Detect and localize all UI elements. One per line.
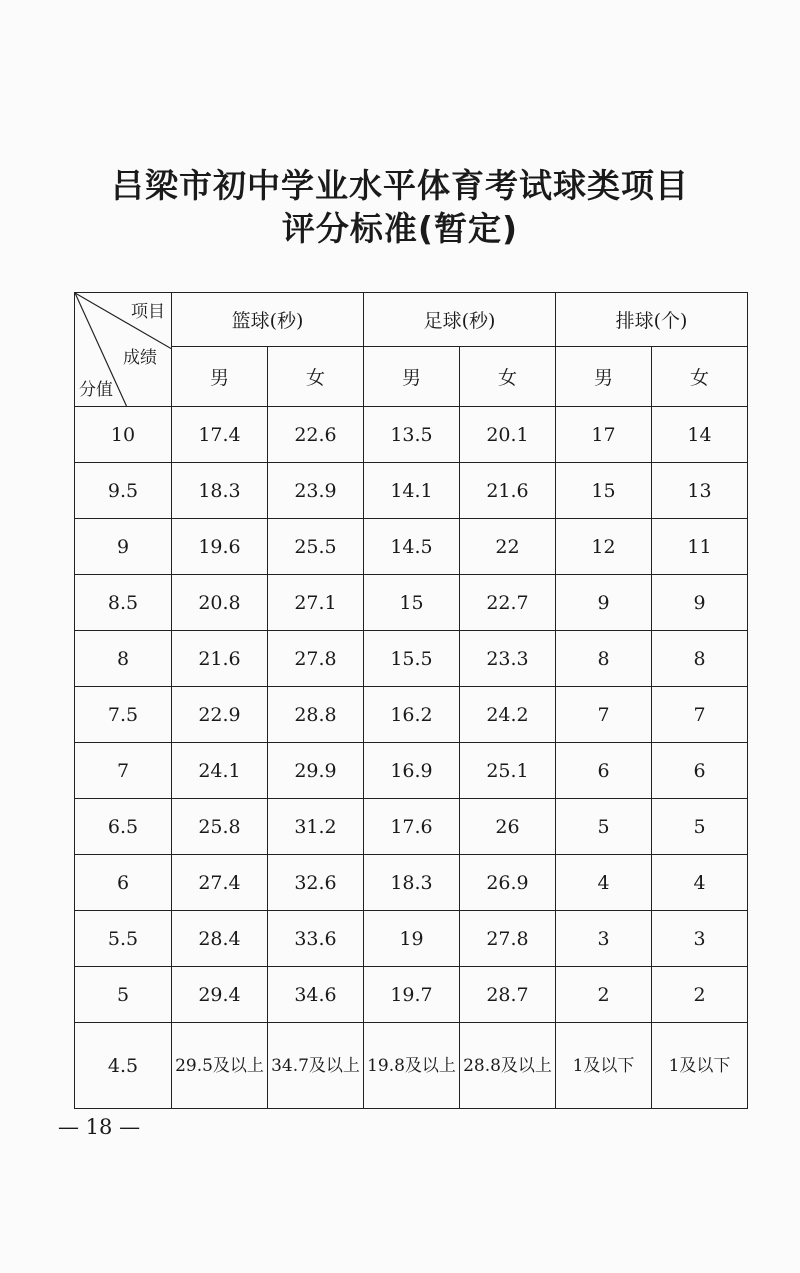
document-title-line1: 吕梁市初中学业水平体育考试球类项目 bbox=[111, 166, 689, 205]
value-cell: 4 bbox=[652, 855, 748, 911]
table-row bbox=[75, 519, 748, 575]
table-row bbox=[75, 967, 748, 1023]
score-cell: 7 bbox=[75, 743, 172, 799]
value-cell: 5 bbox=[556, 799, 652, 855]
value-cell: 22.7 bbox=[460, 575, 556, 631]
value-cell: 24.1 bbox=[172, 743, 268, 799]
value-cell: 22 bbox=[460, 519, 556, 575]
value-cell: 31.2 bbox=[268, 799, 364, 855]
value-cell: 19.6 bbox=[172, 519, 268, 575]
group-header-volleyball: 排球(个) bbox=[556, 293, 748, 347]
value-cell: 14.1 bbox=[364, 463, 460, 519]
gender-header: 女 bbox=[460, 347, 556, 407]
value-cell: 32.6 bbox=[268, 855, 364, 911]
value-cell: 2 bbox=[556, 967, 652, 1023]
score-cell: 5.5 bbox=[75, 911, 172, 967]
value-cell: 20.1 bbox=[460, 407, 556, 463]
value-cell: 34.7及以上 bbox=[268, 1023, 364, 1109]
score-cell: 6.5 bbox=[75, 799, 172, 855]
gender-header: 男 bbox=[556, 347, 652, 407]
score-cell: 9.5 bbox=[75, 463, 172, 519]
value-cell: 26 bbox=[460, 799, 556, 855]
value-cell: 15.5 bbox=[364, 631, 460, 687]
table-row bbox=[75, 575, 748, 631]
value-cell: 26.9 bbox=[460, 855, 556, 911]
value-cell: 25.1 bbox=[460, 743, 556, 799]
value-cell: 29.5及以上 bbox=[172, 1023, 268, 1109]
score-cell: 10 bbox=[75, 407, 172, 463]
gender-header: 男 bbox=[364, 347, 460, 407]
value-cell: 9 bbox=[556, 575, 652, 631]
gender-header: 女 bbox=[652, 347, 748, 407]
value-cell: 29.4 bbox=[172, 967, 268, 1023]
value-cell: 22.9 bbox=[172, 687, 268, 743]
value-cell: 6 bbox=[556, 743, 652, 799]
value-cell: 20.8 bbox=[172, 575, 268, 631]
value-cell: 16.2 bbox=[364, 687, 460, 743]
value-cell: 28.8 bbox=[268, 687, 364, 743]
value-cell: 11 bbox=[652, 519, 748, 575]
value-cell: 21.6 bbox=[172, 631, 268, 687]
value-cell: 17.6 bbox=[364, 799, 460, 855]
value-cell: 19 bbox=[364, 911, 460, 967]
value-cell: 17 bbox=[556, 407, 652, 463]
gender-header: 女 bbox=[268, 347, 364, 407]
group-header-basketball: 篮球(秒) bbox=[172, 293, 364, 347]
value-cell: 3 bbox=[556, 911, 652, 967]
table-row bbox=[75, 631, 748, 687]
table-row bbox=[75, 407, 748, 463]
value-cell: 9 bbox=[652, 575, 748, 631]
value-cell: 21.6 bbox=[460, 463, 556, 519]
scoring-table bbox=[74, 292, 748, 1109]
value-cell: 27.1 bbox=[268, 575, 364, 631]
table-row bbox=[75, 687, 748, 743]
score-cell: 7.5 bbox=[75, 687, 172, 743]
value-cell: 8 bbox=[652, 631, 748, 687]
score-cell: 6 bbox=[75, 855, 172, 911]
value-cell: 13.5 bbox=[364, 407, 460, 463]
table-row bbox=[75, 911, 748, 967]
value-cell: 23.3 bbox=[460, 631, 556, 687]
corner-header-cell bbox=[75, 293, 172, 407]
table-row bbox=[75, 1023, 748, 1109]
value-cell: 5 bbox=[652, 799, 748, 855]
value-cell: 28.4 bbox=[172, 911, 268, 967]
corner-label-result: 成绩 bbox=[123, 348, 157, 368]
value-cell: 27.8 bbox=[460, 911, 556, 967]
score-cell: 4.5 bbox=[75, 1023, 172, 1109]
value-cell: 7 bbox=[556, 687, 652, 743]
value-cell: 25.5 bbox=[268, 519, 364, 575]
value-cell: 7 bbox=[652, 687, 748, 743]
value-cell: 15 bbox=[556, 463, 652, 519]
value-cell: 14.5 bbox=[364, 519, 460, 575]
corner-label-score: 分值 bbox=[79, 380, 113, 400]
value-cell: 24.2 bbox=[460, 687, 556, 743]
document-title-line2: 评分标准(暂定) bbox=[281, 209, 519, 248]
value-cell: 13 bbox=[652, 463, 748, 519]
value-cell: 1及以下 bbox=[556, 1023, 652, 1109]
value-cell: 25.8 bbox=[172, 799, 268, 855]
table-row bbox=[75, 743, 748, 799]
value-cell: 29.9 bbox=[268, 743, 364, 799]
value-cell: 4 bbox=[556, 855, 652, 911]
value-cell: 27.8 bbox=[268, 631, 364, 687]
corner-label-item: 项目 bbox=[131, 302, 165, 322]
table-row bbox=[75, 463, 748, 519]
value-cell: 12 bbox=[556, 519, 652, 575]
value-cell: 3 bbox=[652, 911, 748, 967]
score-cell: 8 bbox=[75, 631, 172, 687]
score-cell: 9 bbox=[75, 519, 172, 575]
value-cell: 22.6 bbox=[268, 407, 364, 463]
table-row bbox=[75, 855, 748, 911]
value-cell: 28.8及以上 bbox=[460, 1023, 556, 1109]
value-cell: 19.8及以上 bbox=[364, 1023, 460, 1109]
value-cell: 23.9 bbox=[268, 463, 364, 519]
value-cell: 27.4 bbox=[172, 855, 268, 911]
value-cell: 34.6 bbox=[268, 967, 364, 1023]
value-cell: 8 bbox=[556, 631, 652, 687]
value-cell: 19.7 bbox=[364, 967, 460, 1023]
value-cell: 16.9 bbox=[364, 743, 460, 799]
table-body bbox=[75, 407, 748, 1109]
value-cell: 1及以下 bbox=[652, 1023, 748, 1109]
group-header-football: 足球(秒) bbox=[364, 293, 556, 347]
gender-header: 男 bbox=[172, 347, 268, 407]
score-cell: 5 bbox=[75, 967, 172, 1023]
value-cell: 18.3 bbox=[172, 463, 268, 519]
score-cell: 8.5 bbox=[75, 575, 172, 631]
page-number: — 18 — bbox=[58, 1115, 141, 1139]
value-cell: 28.7 bbox=[460, 967, 556, 1023]
value-cell: 18.3 bbox=[364, 855, 460, 911]
value-cell: 6 bbox=[652, 743, 748, 799]
value-cell: 15 bbox=[364, 575, 460, 631]
table-row bbox=[75, 799, 748, 855]
value-cell: 33.6 bbox=[268, 911, 364, 967]
value-cell: 17.4 bbox=[172, 407, 268, 463]
value-cell: 14 bbox=[652, 407, 748, 463]
value-cell: 2 bbox=[652, 967, 748, 1023]
